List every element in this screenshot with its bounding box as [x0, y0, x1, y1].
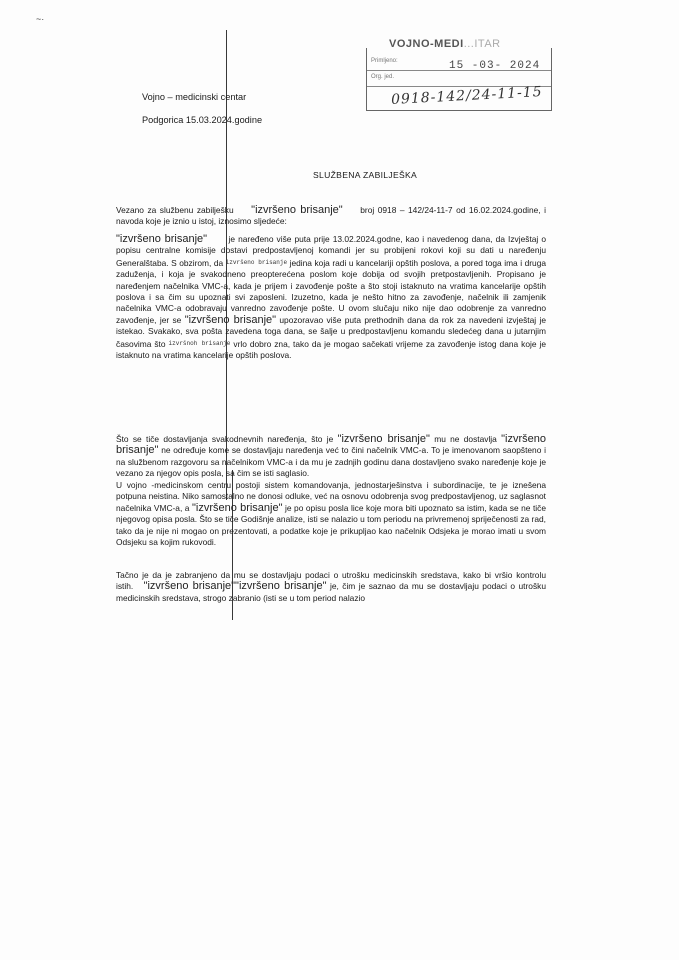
- place-date: Podgorica 15.03.2024.godine: [142, 115, 263, 125]
- paragraph: Vezano za službenu zabilješku "izvršeno brisanje" broj 0918 – 142/24-11-7 od 16.02.2024.godine, i navoda koje je iznio u istoj, iznosimo sljedeće:: [116, 204, 546, 227]
- corner-mark: ~·: [36, 14, 45, 24]
- stamp-row: Primljeno:: [367, 56, 551, 71]
- redacted-text: "izvršeno brisanje": [116, 433, 547, 457]
- redacted-text: "izvršeno brisanje": [251, 204, 343, 216]
- redacted-text: "izvršeno brisanje": [143, 580, 236, 593]
- organization-name: Vojno – medicinski centar: [142, 92, 247, 102]
- paragraph: Što se tiče dostavljanja svakodnevnih naređenja, što je "izvršeno brisanje" mu ne dostavlja "izvršeno brisanje" ne određuje kome se dostavljaju naređenja već to čini načelnik VMC-a. To je imenovanom saopšteno i na službenom razgovoru sa načelnikom VMC-a i da mu je zadnjih godinu dana dostavljeno svako naređenje koje je vezano za njegov opis posla, sa čim se isti saglasio.: [116, 433, 547, 479]
- redacted-text: "izvršeno brisanje": [116, 233, 208, 245]
- registry-stamp: [366, 38, 552, 111]
- redacted-text: "izvršeno brisanje": [337, 433, 430, 445]
- redacted-text: "izvršeno brisanje": [235, 580, 327, 593]
- redacted-text: "izvršeno brisanje": [191, 501, 283, 514]
- redacted-text: izvršeno brisanje: [225, 258, 288, 266]
- paragraph: "izvršeno brisanje" je naređeno više puta prije 13.02.2024.godne, kao i navedenog dana, da Izvještaj o popisu centralne komisije dostavi predpostavljenoj komandi jer su probijeni rokovi koji su dati u naređenju Generalštaba. S obzirom, da $^{izvršeno brisanje}$ jedina koja radi u kancelariji opštih poslova, a pored toga ima i druga zaduženja, i koja je svakodneno preopterećena poslom koje dobija od svojih pretpostavljenih. Propisano je naređenjem načelnika VMC-a, kada je prijem i zavođenje pošte a što stoji istaknuto na vratima kancelarije opštih poslova i sa čim su upoznati svi zaposleni. Izuzetno, kada je nešto hitno za zavođenje, načelnik ili zamjenik načelnika VMC-a odobravaju vanredno zavođenje pošte. U ovom slučaju niko nije dao odobrenje za vanredno zavođenje, jer se "izvršeno brisanje" upozoravao više puta prethodnih dana da rok za navedeni izvještaj je istekao. Svakako, sva pošta zavedena toga dana, se šalje u predpostavljenu komandu sledećeg dana u jutarnjim časovima što $^{izvršnoh brisanje}$ vrlo dobro zna, tako da je mogao sačekati vrijeme za zavođenje istog dana koje je istaknuto na vratima kancelarije opštih poslova.: [116, 233, 547, 361]
- redacted-text: izvršnoh brisanje: [168, 339, 231, 347]
- paragraph: U vojno -medicinskom centru postoji sistem komandovanja, jednostarješinstva i subordinacije, te je iznešena potpuna neistina. Niko samostalno ne donosi odluke, već na osnovu odobrenja svog predpostavljenog, uz saglasnot načelnika VMC-a, a "izvršeno brisanje" je po opisu posla lice koje mora biti upoznato sa istim, kada se ne tiče njegovog opisa posla. Što se tiče Godišnje analize, isti se nalazio u tom periodu na privremenoj spriječenosti za rad, tako da je nije ni mogao on prezentovati, a podatke koje je prikupljao kao načelnik Odsjeka je morao imati u svom Odsjeku sa kojim rukovodi.: [116, 480, 546, 548]
- redacted-text: "izvršeno brisanje": [184, 313, 277, 326]
- paragraph: Tačno je da je zabranjeno da mu se dostavljaju podaci o utrošku medicinskih sredstava, kako bi vršio kontrolu istih. "izvršeno brisanje""izvršeno brisanje" je, čim je saznao da mu se dostavljaju podaci o utrošku medicinskih sredstava, strogo zabranio (isti se u tom period nalazio: [116, 570, 546, 603]
- stamp-row: Org. jed.: [367, 72, 551, 87]
- stamp-title: VOJNO-MEDI...ITAR: [389, 38, 501, 50]
- document-title: SLUŽBENA ZABILJEŠKA: [313, 170, 418, 180]
- stamp-registry-number: 0918-142/24-11-15: [390, 84, 544, 108]
- stamp-date: 15 -03- 2024: [449, 60, 541, 72]
